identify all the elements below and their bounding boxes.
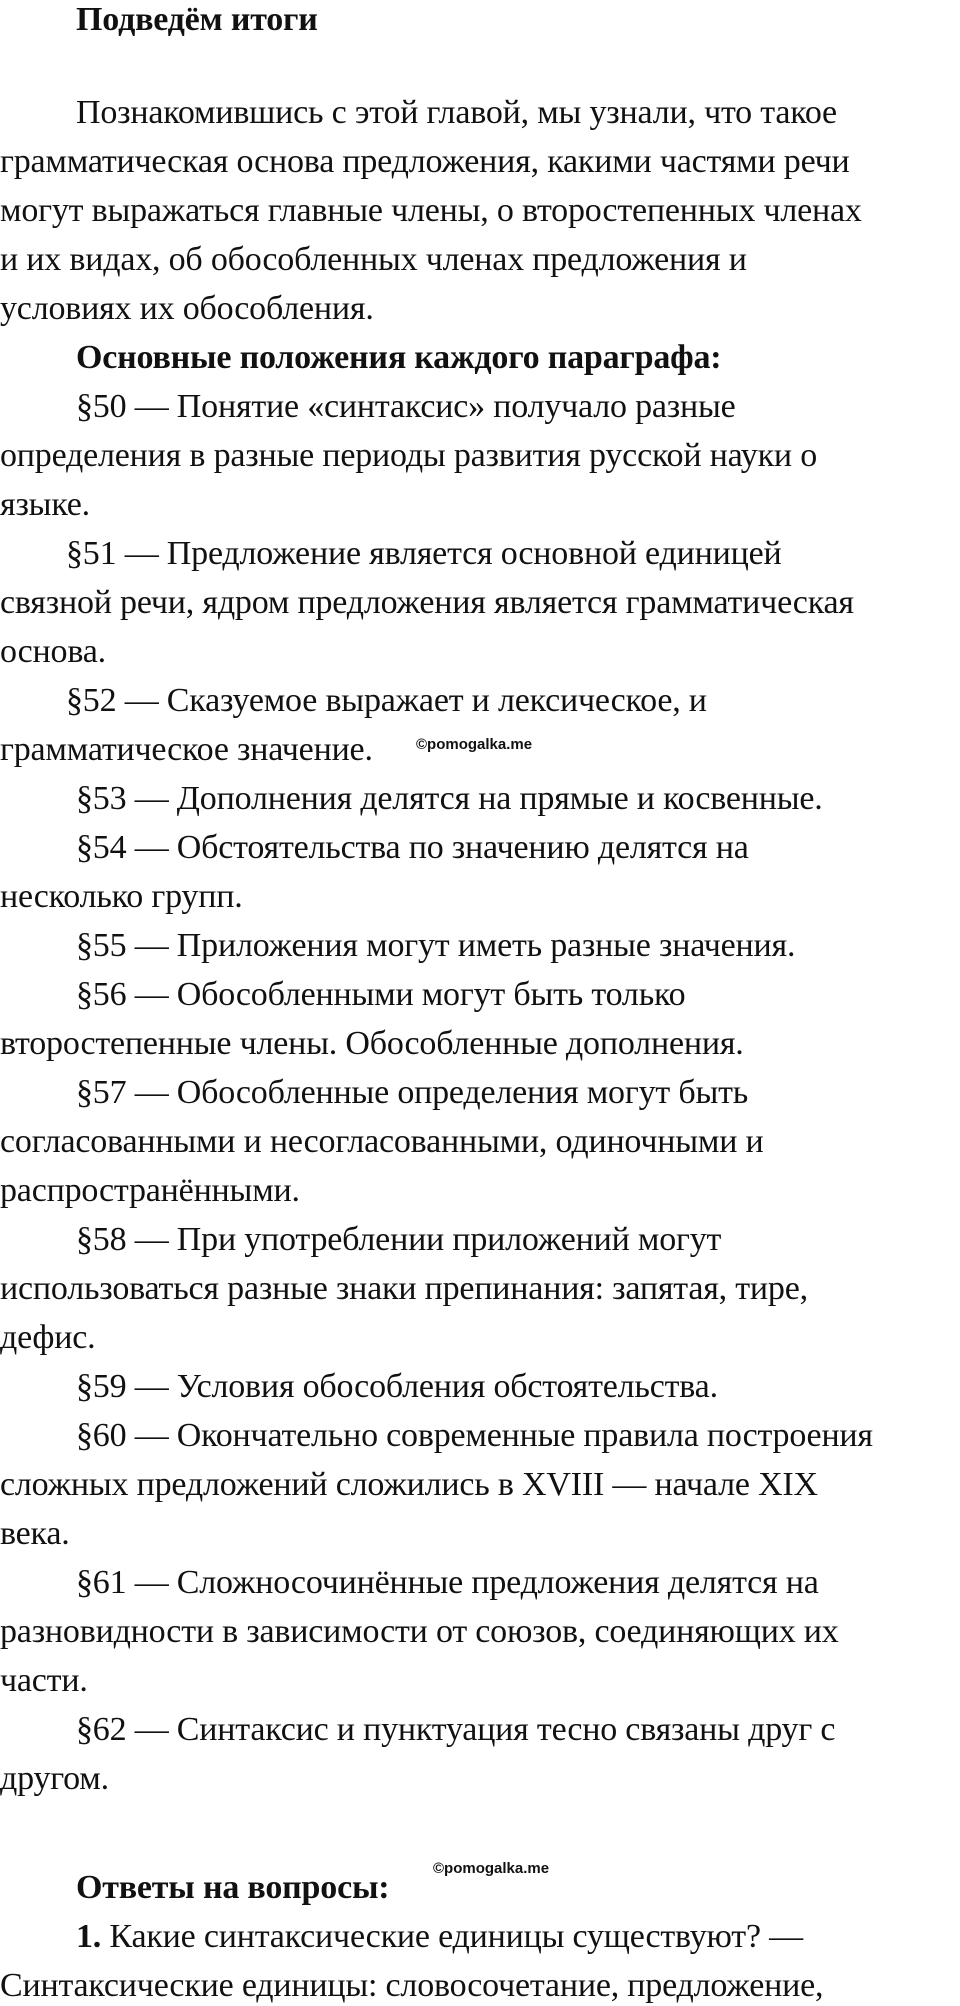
paragraph-line: связной речи, ядром предложения является грамматическая — [0, 584, 854, 621]
question-number: 1. — [76, 1918, 102, 1955]
paragraph-line: §56 — Обособленными могут быть только — [76, 976, 686, 1013]
question-text: Какие синтаксические единицы существуют? — — [101, 1918, 803, 1955]
paragraph-line: несколько групп. — [0, 878, 243, 915]
answer-line: Синтаксические единицы: словосочетание, предложение, — [0, 1967, 824, 2004]
paragraph-line: §62 — Синтаксис и пунктуация тесно связаны друг с — [76, 1711, 836, 1748]
intro-line: условиях их обособления. — [0, 290, 374, 327]
paragraph-line: определения в разные периоды развития русской науки о — [0, 437, 818, 474]
paragraph-line: §57 — Обособленные определения могут быть — [76, 1074, 749, 1111]
paragraph-line: дефис. — [0, 1319, 96, 1356]
paragraph-line: §60 — Окончательно современные правила построения — [76, 1417, 873, 1454]
watermark: ©pomogalka.me — [433, 1860, 550, 1877]
paragraph-line: §59 — Условия обособления обстоятельства. — [76, 1368, 718, 1405]
paragraph-line: распространёнными. — [0, 1172, 300, 1209]
paragraph-line: века. — [0, 1515, 70, 1552]
paragraph-line: языке. — [0, 486, 90, 523]
paragraph-line: другом. — [0, 1760, 109, 1797]
paragraph-line: части. — [0, 1662, 88, 1699]
paragraph-line: грамматическое значение. — [0, 731, 373, 768]
watermark: ©pomogalka.me — [416, 736, 533, 753]
paragraph-line: §58 — При употреблении приложений могут — [76, 1221, 722, 1258]
paragraph-line: §55 — Приложения могут иметь разные значения. — [76, 927, 796, 964]
paragraph-line: §51 — Предложение является основной единицей — [66, 535, 782, 572]
intro-line: могут выражаться главные члены, о второстепенных членах — [0, 192, 862, 229]
paragraph-line: согласованными и несогласованными, одиночными и — [0, 1123, 764, 1160]
paragraph-line: §54 — Обстоятельства по значению делятся на — [76, 829, 749, 866]
paragraph-line: §52 — Сказуемое выражает и лексическое, и — [66, 682, 707, 719]
paragraph-line: §53 — Дополнения делятся на прямые и косвенные. — [76, 780, 823, 817]
paragraph-line: §61 — Сложносочинённые предложения делятся на — [76, 1564, 819, 1601]
section-heading: Подведём итоги — [76, 1, 318, 38]
intro-line: грамматическая основа предложения, какими частями речи — [0, 143, 850, 180]
paragraph-line: второстепенные члены. Обособленные дополнения. — [0, 1025, 744, 1062]
intro-line: и их видах, об обособленных членах предложения и — [0, 241, 747, 278]
paragraph-line: использоваться разные знаки препинания: запятая, тире, — [0, 1270, 808, 1307]
paragraph-line: основа. — [0, 633, 106, 670]
subheading: Основные положения каждого параграфа: — [76, 339, 722, 376]
intro-line: Познакомившись с этой главой, мы узнали, что такое — [76, 94, 837, 131]
paragraph-line: §50 — Понятие «синтаксис» получало разные — [76, 388, 736, 425]
question-line — [76, 1917, 803, 1957]
paragraph-line: сложных предложений сложились в XVIII — начале XIX — [0, 1466, 818, 1503]
paragraph-line: разновидности в зависимости от союзов, соединяющих их — [0, 1613, 839, 1650]
answers-heading: Ответы на вопросы: — [76, 1869, 390, 1906]
